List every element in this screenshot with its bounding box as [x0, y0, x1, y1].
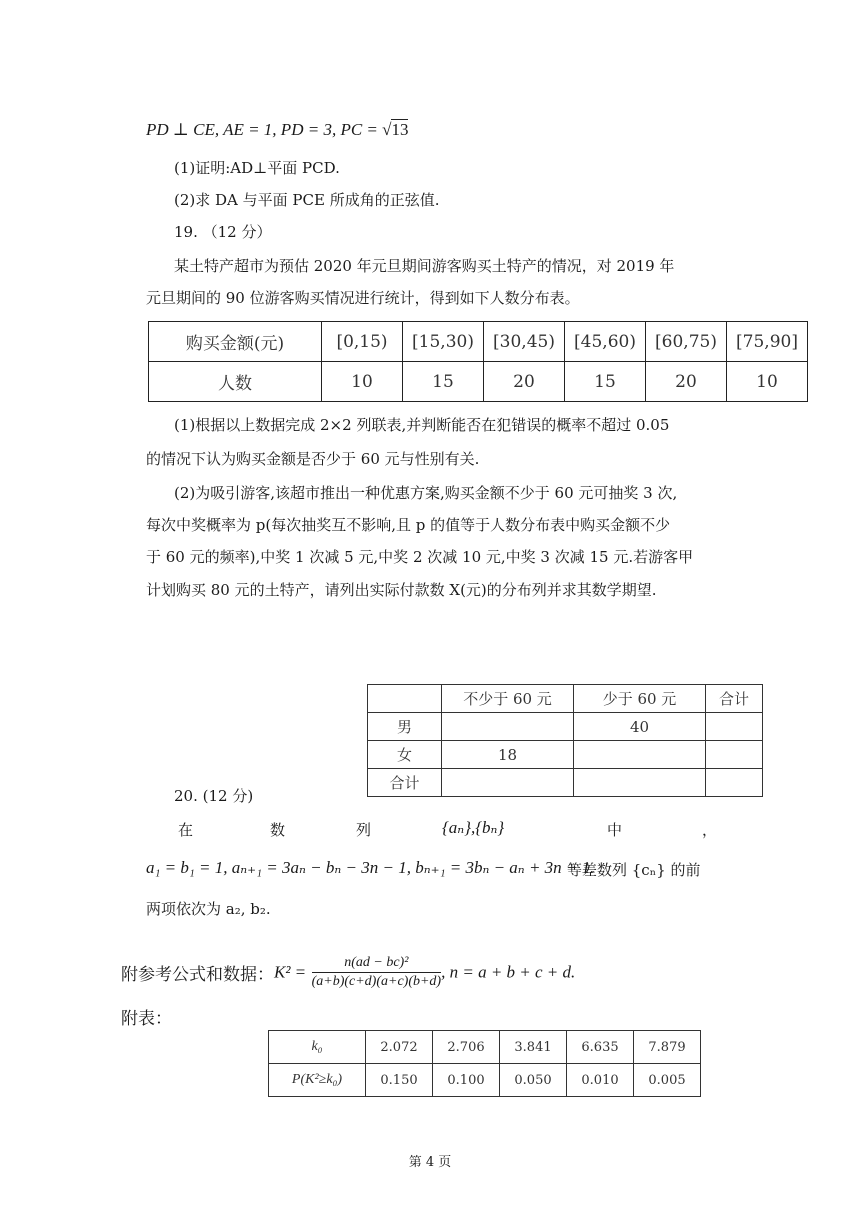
- q19-part2-line4: 计划购买 80 元的土特产，请列出实际付款数 X(元)的分布列并求其数学期望.: [146, 581, 657, 599]
- formula-label: 附参考公式和数据：: [121, 965, 274, 985]
- q20-header: 20. (12 分): [174, 787, 254, 805]
- q18-condition: PD ⊥ CE, AE = 1, PD = 3, PC = √13: [146, 120, 409, 139]
- count-cell: 15: [565, 362, 646, 402]
- q20-line3: 两项依次为 a₂, b₂.: [146, 900, 271, 918]
- k-value-cell: 2.072: [366, 1031, 433, 1064]
- k-table: [268, 1030, 701, 1097]
- q19-part1-line2: 的情况下认为购买金额是否少于 60 元与性别有关.: [146, 450, 480, 468]
- q20-formula: a₁ = b₁ = 1, aₙ₊₁ = 3aₙ − bₙ − 3n − 1, bₙ₊₁ = 3bₙ − aₙ + 3n + 1.: [146, 858, 595, 877]
- ct-cell: [706, 741, 763, 769]
- q20-word: ，: [702, 821, 718, 839]
- ct-row-label: 女: [368, 741, 442, 769]
- q18-part2: (2)求 DA 与平面 PCE 所成角的正弦值.: [174, 191, 440, 209]
- count-cell: 10: [322, 362, 403, 402]
- interval-cell: [60,75): [646, 322, 727, 362]
- count-cell: 15: [403, 362, 484, 402]
- distribution-table: [148, 321, 808, 402]
- q20-word: 在: [178, 821, 194, 839]
- q19-intro-line2: 元旦期间的 90 位游客购买情况进行统计，得到如下人数分布表。: [146, 289, 580, 307]
- q19-intro-line1: 某土特产超市为预估 2020 年元旦期间游客购买土特产的情况，对 2019 年: [174, 257, 675, 275]
- ct-cell: [574, 741, 706, 769]
- interval-cell: [15,30): [403, 322, 484, 362]
- count-cell: 10: [727, 362, 808, 402]
- formula-fraction: [312, 955, 442, 990]
- appendix-formula: [121, 955, 575, 990]
- formula-tail: , n = a + b + c + d.: [441, 962, 576, 982]
- ct-row-label: 男: [368, 713, 442, 741]
- ct-header: [368, 685, 442, 713]
- ct-header: 不少于 60 元: [442, 685, 574, 713]
- ct-cell: [574, 769, 706, 797]
- page-number: 第 4 页: [408, 1155, 452, 1170]
- ct-cell: 40: [574, 713, 706, 741]
- row-label-amount: 购买金额(元): [149, 322, 322, 362]
- sqrt-radicand: 13: [391, 120, 409, 139]
- k-value-cell: 3.841: [500, 1031, 567, 1064]
- contingency-table: [367, 684, 763, 797]
- k-row-label: k₀: [269, 1031, 366, 1064]
- ct-cell: [442, 713, 574, 741]
- interval-cell: [30,45): [484, 322, 565, 362]
- q18-part1: (1)证明:AD⊥平面 PCD.: [174, 159, 340, 177]
- q19-part2-line2: 每次中奖概率为 p(每次抽奖互不影响,且 p 的值等于人数分布表中购买金额不少: [146, 516, 671, 534]
- ct-header: 合计: [706, 685, 763, 713]
- q20-word: 数: [270, 821, 286, 839]
- q19-part2-line1: (2)为吸引游客,该超市推出一种优惠方案,购买金额不少于 60 元可抽奖 3 次,: [174, 484, 678, 502]
- count-cell: 20: [646, 362, 727, 402]
- q19-part1-line1: (1)根据以上数据完成 2×2 列联表,并判断能否在犯错误的概率不超过 0.05: [174, 416, 670, 434]
- interval-cell: [75,90]: [727, 322, 808, 362]
- k-value-cell: 6.635: [567, 1031, 634, 1064]
- formula-lhs: K² =: [274, 962, 307, 982]
- p-row-label: P(K²≥k₀): [269, 1064, 366, 1097]
- count-cell: 20: [484, 362, 565, 402]
- q20-word: 中: [607, 821, 623, 839]
- ct-cell: 18: [442, 741, 574, 769]
- p-value-cell: 0.050: [500, 1064, 567, 1097]
- q20-word: 列: [356, 821, 372, 839]
- k-value-cell: 7.879: [634, 1031, 701, 1064]
- ct-cell: [706, 713, 763, 741]
- q20-line2-text: 等差数列 {cₙ} 的前: [567, 861, 701, 879]
- p-value-cell: 0.150: [366, 1064, 433, 1097]
- row-label-count: 人数: [149, 362, 322, 402]
- ct-cell: [706, 769, 763, 797]
- p-value-cell: 0.100: [433, 1064, 500, 1097]
- interval-cell: [45,60): [565, 322, 646, 362]
- ct-row-label: 合计: [368, 769, 442, 797]
- formula-denominator: (a+b)(c+d)(a+c)(b+d): [311, 974, 442, 989]
- ct-cell: [442, 769, 574, 797]
- q19-header: 19. （12 分）: [174, 223, 272, 241]
- ct-header: 少于 60 元: [574, 685, 706, 713]
- interval-cell: [0,15): [322, 322, 403, 362]
- p-value-cell: 0.010: [567, 1064, 634, 1097]
- q20-sets: {aₙ},{bₙ}: [442, 818, 505, 837]
- p-value-cell: 0.005: [634, 1064, 701, 1097]
- appendix-table-label: 附表：: [121, 1009, 172, 1029]
- formula-numerator: n(ad − bc)²: [312, 955, 442, 973]
- k-value-cell: 2.706: [433, 1031, 500, 1064]
- q19-part2-line3: 于 60 元的频率),中奖 1 次减 5 元,中奖 2 次减 10 元,中奖 3 次减 15 元.若游客甲: [146, 548, 694, 566]
